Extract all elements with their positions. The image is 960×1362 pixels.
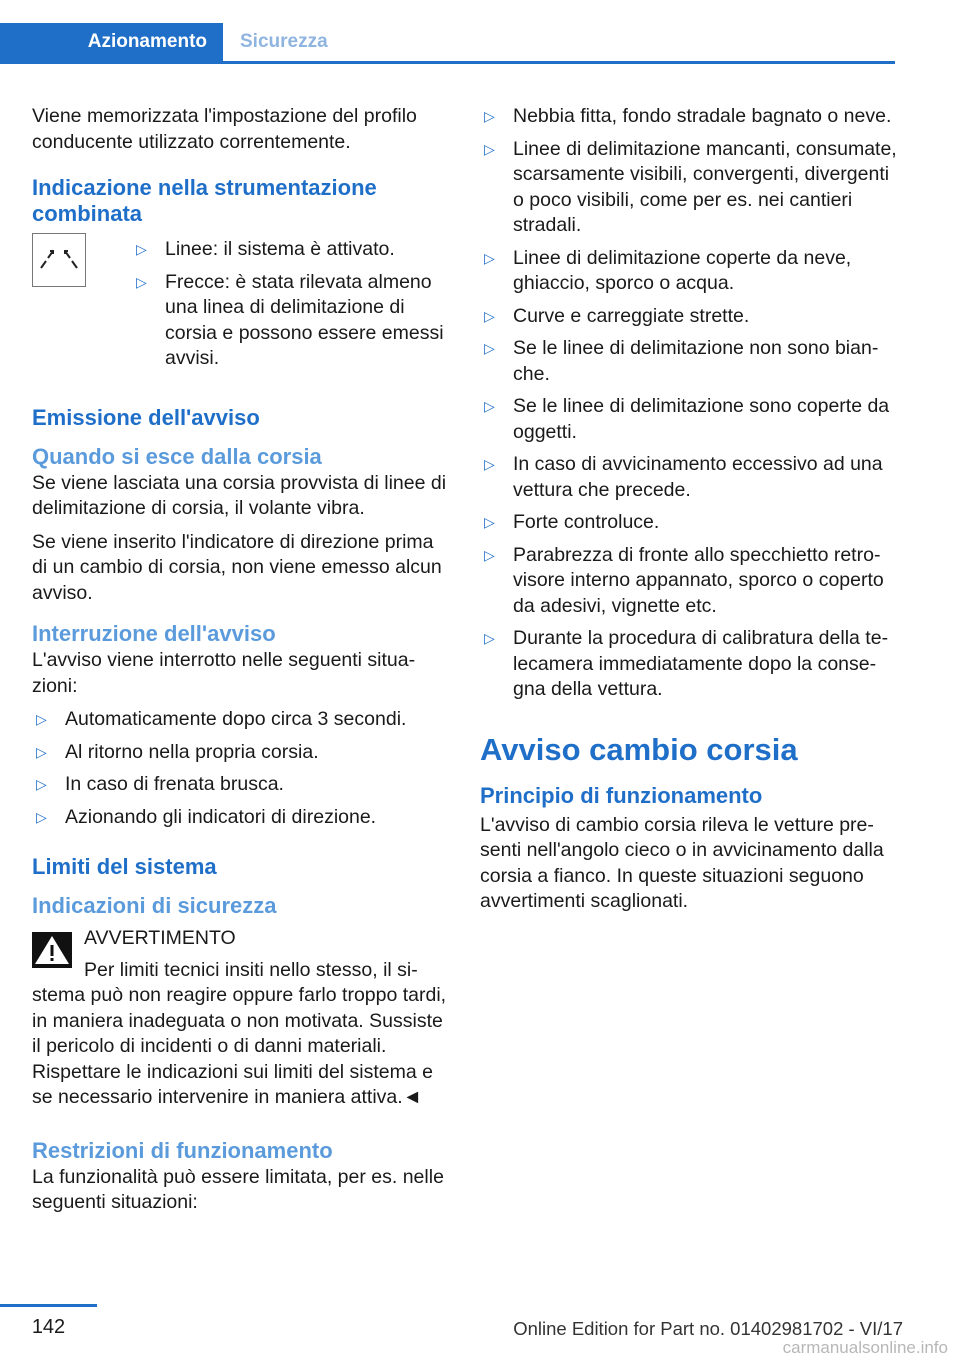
list-item: ▷ Automaticamente dopo circa 3 secondi.: [32, 707, 450, 733]
quando-paragraph-1: Se viene lasciata una corsia provvista di linee di delimitazione di corsia, il volante vibra.: [32, 471, 447, 519]
triangle-bullet-icon: ▷: [484, 514, 495, 530]
triangle-bullet-icon: ▷: [136, 273, 147, 290]
heading-principio: Principio di funzionamento: [480, 782, 763, 808]
list-item: ▷ Forte controluce.: [480, 510, 898, 536]
header-tabbar: [0, 23, 895, 64]
triangle-bullet-icon: ▷: [484, 249, 495, 266]
quando-paragraph-2: Se viene inserito l'indicatore di direzione prima di un cambio di corsia, non viene emesso alcun avviso.: [32, 530, 442, 604]
list-item: ▷ In caso di frenata brusca.: [32, 772, 450, 798]
triangle-bullet-icon: ▷: [484, 456, 495, 472]
triangle-bullet-icon: ▷: [136, 241, 147, 257]
heading-avviso-cambio-corsia: Avviso cambio corsia: [480, 731, 798, 767]
heading-interruzione: Interruzione dell'avviso: [32, 621, 276, 646]
triangle-bullet-icon: ▷: [36, 808, 47, 825]
list-item: ▷ Durante la procedura di calibratura della telecamera immediatamente dopo la consegna della vettura.: [484, 627, 889, 700]
indicator-list: [132, 237, 450, 379]
list-item: ▷ Nebbia fitta, fondo stradale bagnato o neve.: [480, 104, 898, 130]
warning-title: AVVERTIMENTO: [84, 927, 236, 949]
heading-quando: Quando si esce dalla corsia: [32, 443, 322, 469]
watermark-text: carmanualsonline.info: [782, 1338, 948, 1357]
heading-limiti: Limiti del sistema: [32, 854, 217, 879]
footer-rule: [0, 1304, 97, 1307]
triangle-bullet-icon: ▷: [484, 140, 495, 157]
tab-azionamento[interactable]: Azionamento: [0, 23, 223, 61]
left-column: [32, 104, 450, 1224]
warning-triangle-icon: [32, 932, 72, 968]
triangle-bullet-icon: ▷: [484, 630, 495, 646]
list-item: ▷ Curve e carreggiate strette.: [480, 304, 898, 330]
list-item: ▷ Se le linee di delimitazione non sono bianche.: [484, 337, 879, 385]
interruzione-list: [32, 707, 450, 830]
triangle-bullet-icon: ▷: [484, 108, 495, 124]
list-item: ▷ Azionando gli indicatori di direzione.: [32, 805, 450, 831]
interruzione-paragraph: L'avviso viene interrotto nelle seguenti situazioni:: [32, 649, 416, 697]
heading-restrizioni: Restrizioni di funzionamento: [32, 1137, 333, 1163]
list-item: ▷ Al ritorno nella propria corsia.: [32, 740, 450, 766]
list-item: ▷ Linee di delimitazione coperte da neve, ghiaccio, sporco o acqua.: [484, 246, 852, 294]
heading-indicazione: Indicazione nella strumentazione combinata: [32, 175, 377, 226]
restrizioni-list: [480, 104, 898, 703]
triangle-bullet-icon: ▷: [36, 711, 47, 727]
list-item: ▷ Linee: il sistema è attivato.: [132, 237, 450, 263]
triangle-bullet-icon: ▷: [484, 307, 495, 324]
right-column: [480, 104, 898, 923]
list-item: ▷ In caso di avvicinamento eccessivo ad una vettura che precede.: [484, 453, 883, 501]
triangle-bullet-icon: ▷: [484, 546, 495, 563]
triangle-bullet-icon: ▷: [36, 743, 47, 760]
triangle-bullet-icon: ▷: [484, 398, 495, 414]
lane-departure-icon: [32, 233, 86, 287]
heading-sicurezza: Indicazioni di sicurezza: [32, 893, 277, 918]
heading-emissione: Emissione dell'avviso: [32, 404, 260, 430]
list-item: ▷ Se le linee di delimitazione sono coperte da oggetti.: [484, 395, 890, 443]
warning-block: [32, 926, 450, 1111]
tab-sicurezza[interactable]: Sicurezza: [240, 31, 328, 52]
page-number: 142: [31, 1316, 66, 1338]
list-item: ▷ Linee di delimitazione mancanti, consumate, scarsamente visibili, convergenti, divergenti o poco visibili, come per es. nei cantieri stradali.: [484, 137, 897, 236]
principio-paragraph: L'avviso di cambio corsia rileva le vetture presenti nell'angolo cieco o in avvicinamento dalla corsia a fianco. In queste situazioni seguono avvertimenti scaglionati.: [480, 813, 884, 912]
list-item: ▷ Frecce: è stata rilevata almeno una linea di delimitazione di corsia e possono essere emessi avvisi.: [136, 270, 444, 369]
triangle-bullet-icon: ▷: [484, 340, 495, 356]
list-item: ▷ Parabrezza di fronte allo specchietto retrovisore interno appannato, sporco o coperto da adesivi, vignette etc.: [484, 543, 884, 617]
triangle-bullet-icon: ▷: [36, 776, 47, 792]
edition-text: Online Edition for Part no. 01402981702 - VI/17: [513, 1318, 903, 1339]
warning-text: Per limiti tecnici insiti nello stesso, il sistema può non reagire oppure farlo troppo tardi, in maniera inadeguata o non motivata. Sussiste il pericolo di incidenti o di danni materiali. Rispettare le indicazioni sui limiti del sistema e se necessario intervenire in maniera attiva.◄: [32, 958, 447, 1108]
profile-paragraph: Viene memorizzata l'impostazione del profilo conducente utilizzato correntemente.: [32, 105, 417, 153]
indicator-row: [32, 237, 450, 379]
restrizioni-paragraph: La funzionalità può essere limitata, per es. nelle seguenti situazioni:: [32, 1165, 444, 1213]
